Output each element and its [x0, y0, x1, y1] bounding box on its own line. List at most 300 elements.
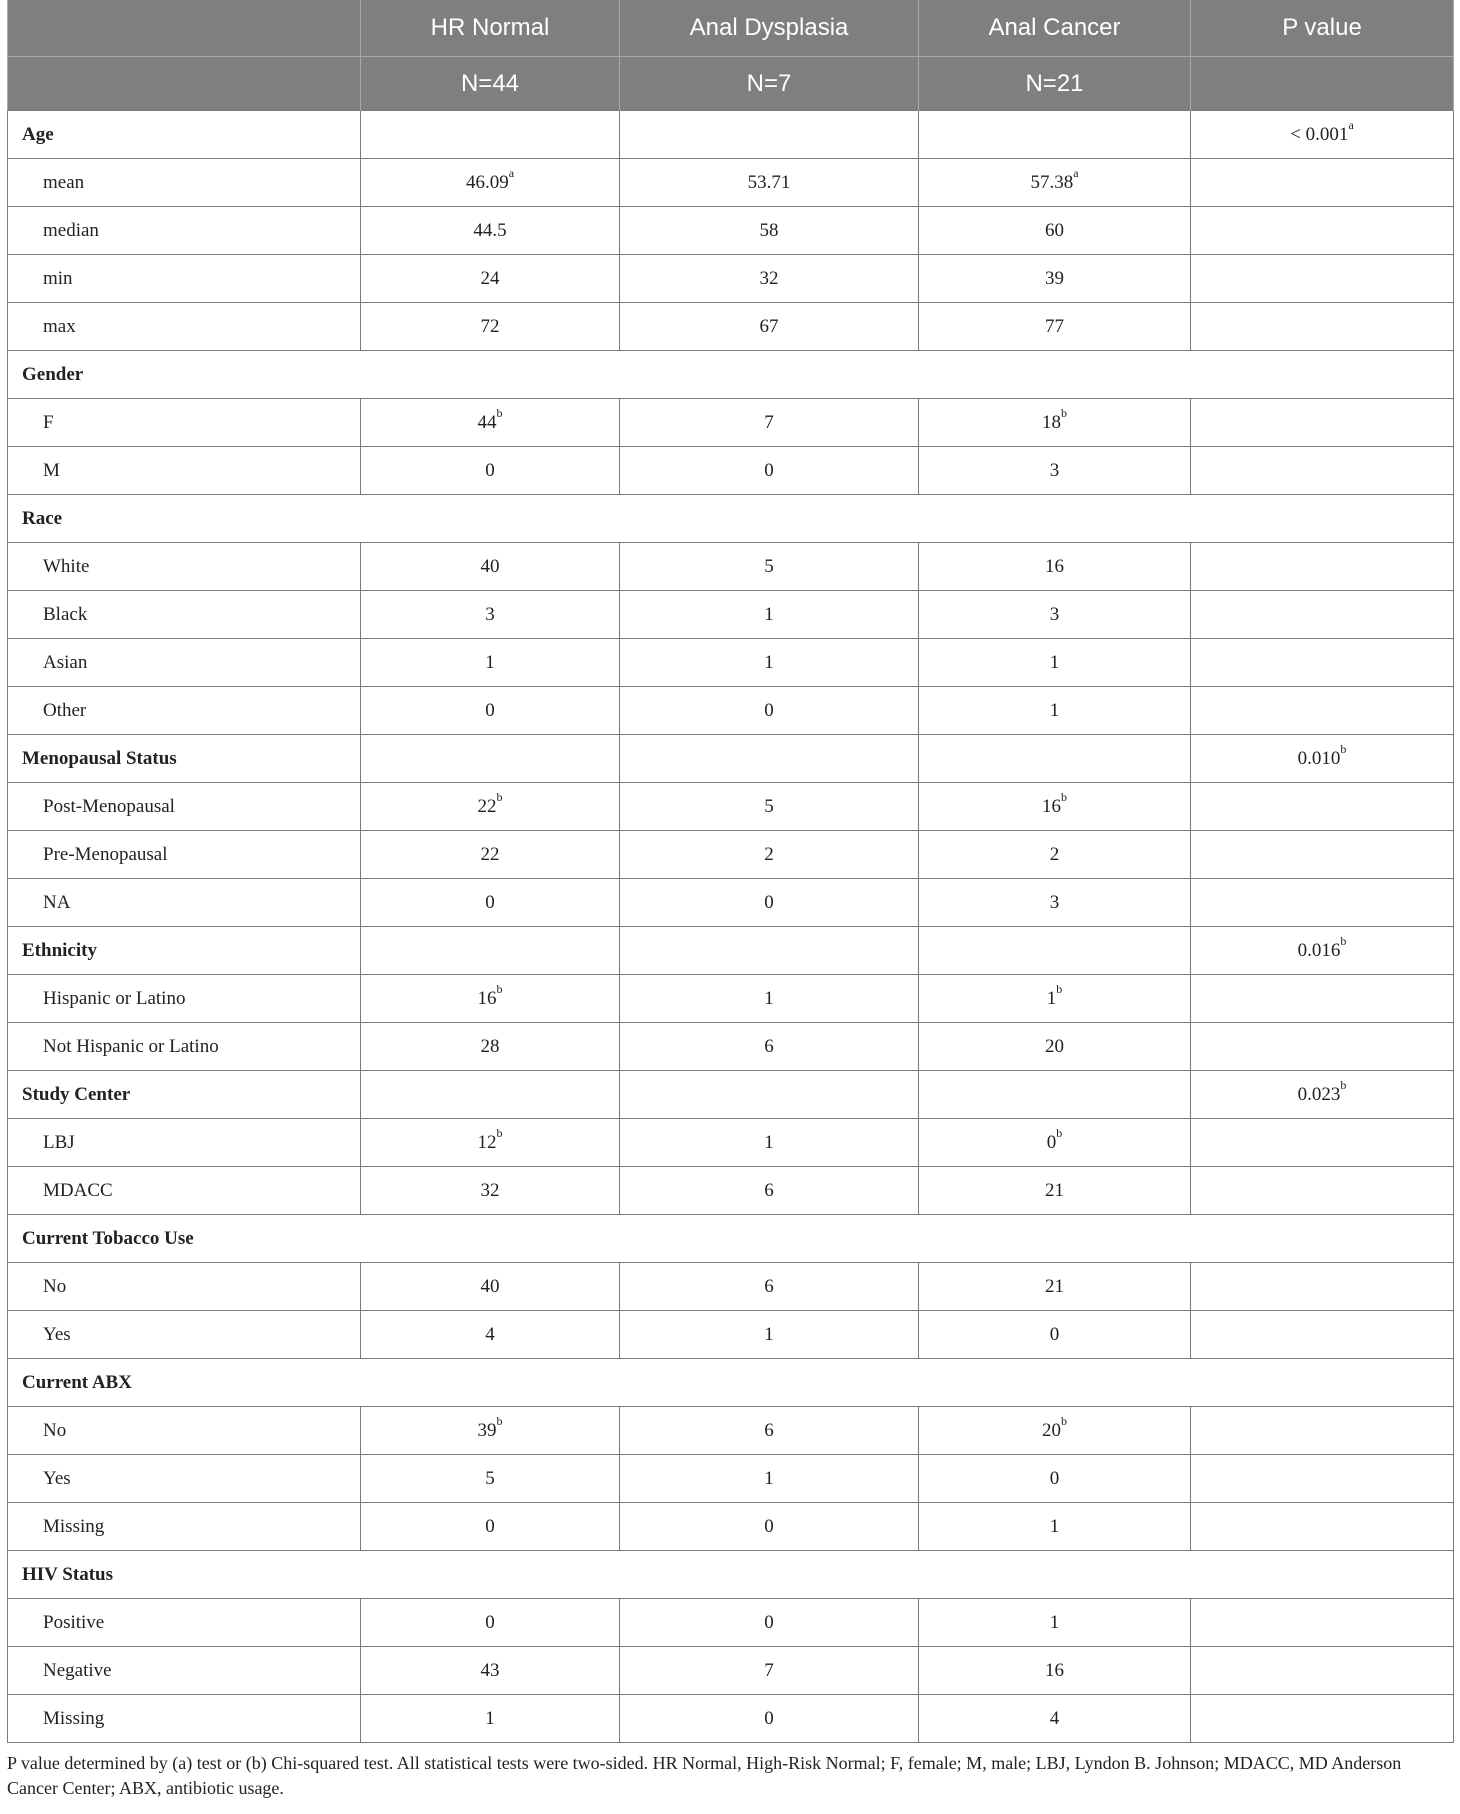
row-label	[8, 447, 361, 495]
hr-normal-cell	[361, 1695, 620, 1743]
anal-cancer-cell-footnote-mark: b	[1061, 790, 1067, 805]
anal-cancer-cell-value: 20	[1042, 1419, 1061, 1441]
header-count-blank	[8, 57, 361, 111]
section-label-text: Gender	[22, 363, 84, 385]
anal-dysplasia-cell	[620, 399, 919, 447]
table-row	[8, 879, 1454, 927]
anal-dysplasia-cell	[620, 207, 919, 255]
anal-dysplasia-cell	[620, 975, 919, 1023]
section-row-race	[8, 495, 1454, 543]
section-label-text: HIV Status	[22, 1563, 113, 1585]
p-value-cell-value: 0.016	[1297, 939, 1341, 961]
anal-cancer-cell	[919, 1311, 1191, 1359]
section-label-text: Current Tobacco Use	[22, 1227, 194, 1249]
table-row	[8, 783, 1454, 831]
anal-cancer-cell	[919, 543, 1191, 591]
row-label	[8, 303, 361, 351]
anal-dysplasia-cell	[620, 1263, 919, 1311]
p-value-empty-cell	[1191, 783, 1454, 831]
hr-normal-cell-value: 1	[485, 651, 495, 673]
anal-cancer-cell-value: 2	[1049, 843, 1060, 865]
hr-normal-cell-footnote-mark: b	[496, 406, 503, 421]
hr-normal-cell-footnote-mark: b	[496, 790, 503, 805]
p-value-empty-cell	[1191, 159, 1454, 207]
p-value-cell-footnote-mark: b	[1340, 742, 1347, 757]
anal-dysplasia-cell	[620, 1599, 919, 1647]
anal-cancer-cell	[919, 1695, 1191, 1743]
anal-cancer-cell	[919, 1119, 1191, 1167]
p-value-empty-cell	[1191, 831, 1454, 879]
section-label	[8, 735, 361, 783]
section-label-text: Study Center	[22, 1083, 131, 1105]
hr-normal-cell-value: 32	[480, 1179, 500, 1201]
anal-cancer-cell-value: 77	[1045, 315, 1064, 337]
section-label-text: Ethnicity	[22, 939, 97, 961]
table-row	[8, 207, 1454, 255]
anal-dysplasia-cell-value: 0	[764, 1515, 774, 1537]
section-row-current-abx	[8, 1359, 1454, 1407]
p-value-empty-cell	[1191, 1599, 1454, 1647]
row-label	[8, 591, 361, 639]
hr-normal-cell	[361, 303, 620, 351]
anal-cancer-cell-value: 1	[1049, 651, 1060, 673]
hr-normal-cell-value: 1	[485, 1707, 495, 1729]
demographics-table	[7, 0, 1454, 1743]
anal-dysplasia-cell	[620, 1407, 919, 1455]
anal-dysplasia-cell	[620, 879, 919, 927]
table-container	[7, 0, 1453, 1801]
anal-cancer-cell-value: 1	[1049, 1515, 1060, 1537]
header-blank	[8, 0, 361, 57]
hr-normal-cell	[361, 639, 620, 687]
section-row-menopausal-status	[8, 735, 1454, 783]
hr-normal-cell-value: 0	[485, 459, 495, 481]
anal-cancer-cell-value: 18	[1042, 411, 1061, 433]
section-label	[8, 927, 361, 975]
anal-cancer-cell	[919, 1167, 1191, 1215]
anal-cancer-cell-footnote-mark: b	[1061, 1414, 1067, 1429]
hr-normal-cell-value: 24	[480, 267, 500, 289]
anal-dysplasia-cell-value: 1	[764, 1323, 774, 1345]
anal-dysplasia-cell	[620, 1455, 919, 1503]
p-value-empty-cell	[1191, 207, 1454, 255]
hr-normal-cell-value: 40	[480, 1275, 500, 1297]
anal-dysplasia-cell-value: 0	[764, 1707, 774, 1729]
anal-cancer-cell-value: 1	[1046, 987, 1057, 1009]
anal-cancer-cell-value: 21	[1045, 1179, 1064, 1201]
p-value-empty-cell	[1191, 1503, 1454, 1551]
anal-dysplasia-cell-value: 0	[764, 1611, 774, 1633]
p-value-cell-value: 0.023	[1297, 1083, 1341, 1105]
anal-dysplasia-cell-value: 5	[764, 795, 774, 817]
row-label-text: Positive	[43, 1611, 105, 1633]
p-value-empty-cell	[1191, 1695, 1454, 1743]
section-empty-cell	[361, 735, 620, 783]
anal-dysplasia-cell-value: 32	[759, 267, 779, 289]
p-value-empty-cell	[1191, 639, 1454, 687]
hr-normal-cell	[361, 879, 620, 927]
section-label	[8, 1215, 1454, 1263]
p-value-cell-value: < 0.001	[1290, 123, 1349, 145]
anal-dysplasia-cell	[620, 1503, 919, 1551]
anal-dysplasia-cell	[620, 159, 919, 207]
section-label-text: Race	[22, 507, 63, 529]
row-label	[8, 1311, 361, 1359]
anal-cancer-cell	[919, 1503, 1191, 1551]
hr-normal-cell	[361, 831, 620, 879]
section-row-current-tobacco-use	[8, 1215, 1454, 1263]
anal-cancer-cell-value: 3	[1049, 459, 1060, 481]
p-value-cell	[1191, 111, 1454, 159]
section-row-ethnicity	[8, 927, 1454, 975]
anal-cancer-cell	[919, 159, 1191, 207]
hr-normal-cell-footnote-mark: b	[496, 1126, 503, 1141]
table-row	[8, 303, 1454, 351]
row-label	[8, 879, 361, 927]
row-label	[8, 1023, 361, 1071]
anal-dysplasia-cell	[620, 639, 919, 687]
row-label	[8, 255, 361, 303]
anal-cancer-cell	[919, 255, 1191, 303]
row-label	[8, 639, 361, 687]
hr-normal-cell-value: 0	[485, 699, 495, 721]
anal-dysplasia-cell-value: 0	[764, 699, 774, 721]
section-label-text: Menopausal Status	[22, 747, 177, 769]
hr-normal-cell-value: 0	[485, 891, 495, 913]
anal-dysplasia-cell-value: 1	[764, 1131, 774, 1153]
row-label-text: Hispanic or Latino	[43, 987, 186, 1009]
p-value-cell-footnote-mark: b	[1340, 1078, 1347, 1093]
header-row-columns	[8, 0, 1454, 57]
section-label-text: Age	[22, 123, 54, 145]
row-label-text: LBJ	[43, 1131, 75, 1153]
table-row	[8, 255, 1454, 303]
anal-cancer-cell-value: 3	[1049, 891, 1060, 913]
anal-dysplasia-cell	[620, 543, 919, 591]
hr-normal-cell	[361, 1503, 620, 1551]
anal-dysplasia-cell-value: 6	[764, 1275, 774, 1297]
hr-normal-cell	[361, 543, 620, 591]
hr-normal-cell	[361, 1263, 620, 1311]
anal-dysplasia-cell	[620, 255, 919, 303]
table-row	[8, 591, 1454, 639]
section-label	[8, 1071, 361, 1119]
row-label-text: mean	[43, 171, 85, 193]
row-label	[8, 159, 361, 207]
anal-cancer-cell	[919, 1263, 1191, 1311]
hr-normal-cell	[361, 783, 620, 831]
p-value-cell-value: 0.010	[1297, 747, 1341, 769]
row-label-text: Post-Menopausal	[43, 795, 175, 817]
table-row	[8, 687, 1454, 735]
hr-normal-cell	[361, 1119, 620, 1167]
anal-dysplasia-cell	[620, 1023, 919, 1071]
table-row	[8, 831, 1454, 879]
section-label	[8, 1359, 1454, 1407]
hr-normal-cell	[361, 591, 620, 639]
hr-normal-cell-value: 72	[480, 315, 500, 337]
table-header	[8, 0, 1454, 111]
anal-dysplasia-cell-value: 0	[764, 459, 774, 481]
hr-normal-cell	[361, 159, 620, 207]
table-row	[8, 1455, 1454, 1503]
table-row	[8, 1647, 1454, 1695]
anal-cancer-cell-value: 1	[1049, 699, 1060, 721]
section-row-age	[8, 111, 1454, 159]
hr-normal-cell	[361, 1311, 620, 1359]
anal-cancer-cell-value: 16	[1045, 1659, 1064, 1681]
hr-normal-cell-value: 44	[477, 411, 497, 433]
anal-cancer-cell	[919, 831, 1191, 879]
table-row	[8, 639, 1454, 687]
anal-dysplasia-cell-value: 1	[764, 1467, 774, 1489]
p-value-empty-cell	[1191, 447, 1454, 495]
anal-cancer-cell	[919, 1407, 1191, 1455]
header-row-counts	[8, 57, 1454, 111]
anal-dysplasia-cell-value: 6	[764, 1179, 774, 1201]
anal-cancer-cell	[919, 783, 1191, 831]
table-row	[8, 1695, 1454, 1743]
anal-cancer-cell	[919, 879, 1191, 927]
p-value-empty-cell	[1191, 1119, 1454, 1167]
p-value-cell-footnote-mark: a	[1348, 118, 1354, 133]
table-row	[8, 1407, 1454, 1455]
anal-cancer-cell	[919, 1023, 1191, 1071]
row-label	[8, 399, 361, 447]
anal-dysplasia-cell	[620, 831, 919, 879]
table-body	[8, 111, 1454, 1743]
table-row	[8, 1599, 1454, 1647]
anal-dysplasia-cell-value: 1	[764, 987, 774, 1009]
p-value-cell	[1191, 1071, 1454, 1119]
anal-cancer-cell-footnote-mark: b	[1056, 982, 1063, 997]
anal-cancer-cell	[919, 1647, 1191, 1695]
hr-normal-cell-footnote-mark: b	[496, 982, 503, 997]
anal-dysplasia-cell-value: 2	[764, 843, 774, 865]
hr-normal-cell-value: 40	[480, 555, 500, 577]
table-row	[8, 543, 1454, 591]
row-label	[8, 687, 361, 735]
header-count-anal-dysplasia: N=7	[620, 57, 919, 111]
anal-dysplasia-cell-value: 6	[764, 1035, 774, 1057]
anal-dysplasia-cell	[620, 687, 919, 735]
p-value-cell-footnote-mark: b	[1340, 934, 1347, 949]
hr-normal-cell-footnote-mark: b	[496, 1414, 503, 1429]
anal-cancer-cell-footnote-mark: b	[1056, 1126, 1063, 1141]
row-label-text: Yes	[43, 1323, 71, 1345]
table-row	[8, 1023, 1454, 1071]
row-label-text: No	[43, 1419, 67, 1441]
anal-cancer-cell	[919, 1455, 1191, 1503]
row-label-text: Missing	[43, 1515, 105, 1537]
hr-normal-cell-value: 12	[477, 1131, 497, 1153]
hr-normal-cell	[361, 207, 620, 255]
hr-normal-cell	[361, 687, 620, 735]
p-value-cell	[1191, 735, 1454, 783]
anal-cancer-cell	[919, 447, 1191, 495]
row-label	[8, 1167, 361, 1215]
section-empty-cell	[620, 735, 919, 783]
hr-normal-cell	[361, 399, 620, 447]
hr-normal-cell-value: 16	[477, 987, 497, 1009]
header-p-value: P value	[1191, 0, 1454, 57]
hr-normal-cell-value: 46.09	[465, 171, 509, 193]
anal-dysplasia-cell-value: 7	[764, 1659, 774, 1681]
row-label-text: Negative	[43, 1659, 112, 1681]
p-value-cell	[1191, 927, 1454, 975]
row-label	[8, 1647, 361, 1695]
anal-dysplasia-cell	[620, 1695, 919, 1743]
anal-cancer-cell-value: 39	[1045, 267, 1064, 289]
p-value-empty-cell	[1191, 1263, 1454, 1311]
row-label-text: MDACC	[43, 1179, 113, 1201]
anal-cancer-cell	[919, 1599, 1191, 1647]
anal-cancer-cell-footnote-mark: a	[1073, 166, 1079, 181]
row-label	[8, 975, 361, 1023]
section-empty-cell	[919, 927, 1191, 975]
anal-dysplasia-cell	[620, 447, 919, 495]
hr-normal-cell-value: 5	[485, 1467, 495, 1489]
anal-dysplasia-cell-value: 1	[764, 651, 774, 673]
anal-dysplasia-cell-value: 7	[764, 411, 774, 433]
anal-dysplasia-cell-value: 0	[764, 891, 774, 913]
table-row	[8, 1167, 1454, 1215]
anal-cancer-cell	[919, 687, 1191, 735]
row-label	[8, 207, 361, 255]
section-empty-cell	[620, 111, 919, 159]
section-empty-cell	[361, 111, 620, 159]
row-label-text: Yes	[43, 1467, 71, 1489]
hr-normal-cell-value: 39	[477, 1419, 497, 1441]
row-label	[8, 543, 361, 591]
header-count-p-value	[1191, 57, 1454, 111]
row-label	[8, 831, 361, 879]
hr-normal-cell-value: 22	[480, 843, 500, 865]
section-empty-cell	[919, 1071, 1191, 1119]
header-count-anal-cancer: N=21	[919, 57, 1191, 111]
section-empty-cell	[361, 1071, 620, 1119]
row-label-text: NA	[43, 891, 71, 913]
header-count-hr-normal: N=44	[361, 57, 620, 111]
table-footnote: P value determined by (a) test or (b) Chi-squared test. All statistical tests were two-sided. HR Normal, High-Risk Normal; F, female; M, male; LBJ, Lyndon B. Johnson; MDACC, MD Anderson Cancer Center; ABX, antibiotic usage.	[7, 1753, 1402, 1798]
anal-cancer-cell-value: 1	[1049, 1611, 1060, 1633]
row-label-text: No	[43, 1275, 67, 1297]
anal-cancer-cell-value: 4	[1049, 1707, 1060, 1729]
row-label	[8, 1599, 361, 1647]
row-label-text: Not Hispanic or Latino	[43, 1035, 219, 1057]
table-row	[8, 1263, 1454, 1311]
hr-normal-cell-value: 22	[477, 795, 497, 817]
hr-normal-cell-value: 0	[485, 1611, 495, 1633]
hr-normal-cell	[361, 255, 620, 303]
hr-normal-cell-value: 0	[485, 1515, 495, 1537]
anal-cancer-cell	[919, 399, 1191, 447]
p-value-empty-cell	[1191, 255, 1454, 303]
row-label	[8, 1503, 361, 1551]
section-empty-cell	[361, 927, 620, 975]
p-value-empty-cell	[1191, 879, 1454, 927]
table-row	[8, 1311, 1454, 1359]
row-label-text: Other	[43, 699, 87, 721]
hr-normal-cell	[361, 1599, 620, 1647]
row-label	[8, 1455, 361, 1503]
section-empty-cell	[620, 1071, 919, 1119]
p-value-empty-cell	[1191, 1023, 1454, 1071]
section-label	[8, 495, 1454, 543]
hr-normal-cell-value: 44.5	[473, 219, 507, 241]
anal-dysplasia-cell-value: 67	[759, 315, 779, 337]
hr-normal-cell-value: 28	[480, 1035, 500, 1057]
header-anal-cancer: Anal Cancer	[919, 0, 1191, 57]
row-label-text: White	[43, 555, 90, 577]
row-label	[8, 1119, 361, 1167]
anal-cancer-cell-value: 0	[1049, 1467, 1060, 1489]
anal-dysplasia-cell	[620, 1119, 919, 1167]
hr-normal-cell	[361, 1455, 620, 1503]
anal-dysplasia-cell	[620, 1647, 919, 1695]
section-row-study-center	[8, 1071, 1454, 1119]
anal-cancer-cell-value: 0	[1046, 1131, 1057, 1153]
section-empty-cell	[620, 927, 919, 975]
anal-cancer-cell-value: 20	[1045, 1035, 1064, 1057]
section-label	[8, 111, 361, 159]
anal-cancer-cell	[919, 303, 1191, 351]
row-label	[8, 1407, 361, 1455]
anal-dysplasia-cell	[620, 1167, 919, 1215]
hr-normal-cell-footnote-mark: a	[508, 166, 515, 181]
anal-dysplasia-cell-value: 5	[764, 555, 774, 577]
p-value-empty-cell	[1191, 1407, 1454, 1455]
anal-cancer-cell	[919, 591, 1191, 639]
row-label-text: F	[43, 411, 54, 433]
table-row	[8, 159, 1454, 207]
section-empty-cell	[919, 735, 1191, 783]
hr-normal-cell	[361, 447, 620, 495]
p-value-empty-cell	[1191, 687, 1454, 735]
p-value-empty-cell	[1191, 1455, 1454, 1503]
row-label-text: Missing	[43, 1707, 105, 1729]
row-label	[8, 1695, 361, 1743]
row-label-text: M	[43, 459, 60, 481]
anal-cancer-cell-value: 0	[1049, 1323, 1060, 1345]
anal-dysplasia-cell-value: 6	[764, 1419, 774, 1441]
table-row	[8, 447, 1454, 495]
p-value-empty-cell	[1191, 303, 1454, 351]
anal-dysplasia-cell	[620, 591, 919, 639]
section-label-text: Current ABX	[22, 1371, 132, 1393]
header-hr-normal: HR Normal	[361, 0, 620, 57]
anal-cancer-cell-value: 21	[1045, 1275, 1064, 1297]
anal-dysplasia-cell	[620, 783, 919, 831]
p-value-empty-cell	[1191, 543, 1454, 591]
row-label-text: Pre-Menopausal	[43, 843, 168, 865]
row-label-text: min	[43, 267, 73, 289]
anal-cancer-cell-value: 60	[1045, 219, 1064, 241]
hr-normal-cell	[361, 975, 620, 1023]
anal-dysplasia-cell-value: 58	[759, 219, 779, 241]
table-row	[8, 1503, 1454, 1551]
table-row	[8, 1119, 1454, 1167]
anal-cancer-cell-footnote-mark: b	[1061, 406, 1067, 421]
hr-normal-cell	[361, 1647, 620, 1695]
table-row	[8, 399, 1454, 447]
row-label	[8, 783, 361, 831]
row-label-text: Black	[43, 603, 88, 625]
hr-normal-cell-value: 3	[485, 603, 495, 625]
section-row-hiv-status	[8, 1551, 1454, 1599]
hr-normal-cell	[361, 1023, 620, 1071]
anal-cancer-cell	[919, 207, 1191, 255]
